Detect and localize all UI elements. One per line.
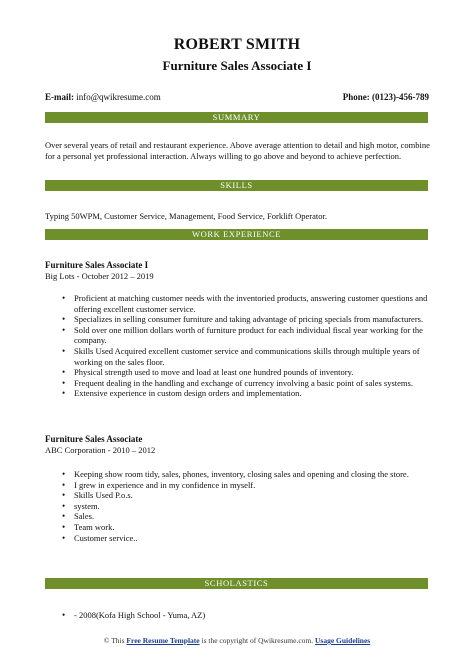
- list-item: • system.: [45, 501, 430, 512]
- list-item: • Sold over one million dollars worth of furniture product for each individual fiscal year working for the company.: [45, 325, 430, 346]
- scholastics-header: SCHOLASTICS: [45, 578, 428, 589]
- skills-header: SKILLS: [45, 180, 428, 191]
- email-contact: [45, 92, 161, 102]
- job-title: Furniture Sales Associate: [45, 434, 143, 444]
- phone-label: Phone:: [342, 92, 370, 102]
- list-item: • Team work.: [45, 522, 430, 533]
- usage-guidelines-link[interactable]: Usage Guidelines: [315, 636, 371, 645]
- list-item: • Specializes in selling consumer furniture and taking advantage of pricing specials from manufacturers.: [45, 314, 430, 325]
- candidate-name: ROBERT SMITH: [173, 36, 301, 53]
- footer-prefix: © This: [103, 636, 127, 645]
- list-item: • Keeping show room tidy, sales, phones, inventory, closing sales and opening and closing the store.: [45, 469, 430, 480]
- work-experience-header: WORK EXPERIENCE: [45, 229, 428, 240]
- phone-contact: [343, 92, 429, 102]
- job-title: Furniture Sales Associate I: [45, 260, 149, 270]
- list-item: • Sales.: [45, 511, 430, 522]
- summary-text: Over several years of retail and restaurant experience. Above average attention to detail and high motor, combine for a personal yet professional interaction. Always willing to go above and beyond to achieve perfection.: [45, 140, 430, 161]
- skills-text: Typing 50WPM, Customer Service, Management, Food Service, Forklift Operator.: [45, 211, 327, 221]
- list-item: • Skills Used P.o.s.: [45, 490, 430, 501]
- list-item: • Frequent dealing in the handling and exchange of currency involving a basic point of sales systems.: [45, 378, 430, 389]
- list-item: • Extensive experience in custom design orders and implementation.: [45, 388, 430, 399]
- job-bullets: [45, 293, 430, 399]
- list-item: • Customer service..: [45, 533, 430, 544]
- job-company-dates: ABC Corporation - 2010 – 2012: [45, 445, 156, 455]
- email-value[interactable]: info@qwikresume.com: [76, 92, 161, 102]
- scholastics-list: [45, 610, 430, 621]
- footer: [0, 636, 474, 645]
- email-label: E-mail:: [45, 92, 74, 102]
- footer-middle: is the copyright of Qwikresume.com.: [199, 636, 316, 645]
- phone-value: (0123)-456-789: [372, 92, 429, 102]
- list-item: • Physical strength used to move and load at least one hundred pounds of inventory.: [45, 367, 430, 378]
- job-company-dates: Big Lots - October 2012 – 2019: [45, 271, 154, 281]
- summary-header: SUMMARY: [45, 112, 428, 123]
- list-item: • - 2008(Kofa High School - Yuma, AZ): [45, 610, 430, 621]
- job-bullets: [45, 469, 430, 543]
- list-item: • I grew in experience and in my confidence in myself.: [45, 480, 430, 491]
- list-item: • Skills Used Acquired excellent customer service and communications skills through multiple years of working on the sales floor.: [45, 346, 430, 367]
- free-resume-template-link[interactable]: Free Resume Template: [126, 636, 200, 645]
- candidate-role: Furniture Sales Associate I: [162, 58, 312, 73]
- list-item: • Proficient at matching customer needs with the inventoried products, answering customer questions and offering excellent customer service.: [45, 293, 430, 314]
